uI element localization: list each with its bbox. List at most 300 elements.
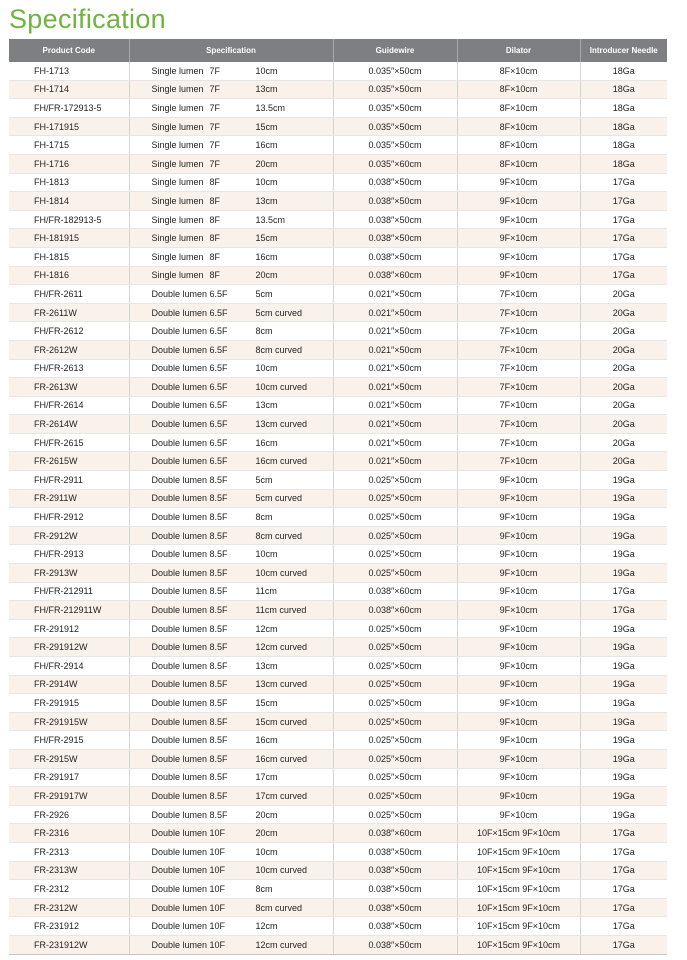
guidewire-cell: 0.035″×50cm <box>333 117 457 136</box>
guidewire-cell: 0.025″×50cm <box>333 675 457 694</box>
lumen-type: Single lumen <box>151 233 204 244</box>
table-row <box>9 675 667 694</box>
specification-cell <box>129 805 333 824</box>
lumen-type: Single lumen <box>151 84 204 95</box>
introducer-needle-cell: 17Ga <box>580 210 667 229</box>
catheter-length: 12cm <box>255 623 278 634</box>
guidewire-cell: 0.025″×50cm <box>333 471 457 490</box>
guidewire-cell: 0.038″×50cm <box>333 173 457 192</box>
french-size: 8.5F <box>209 772 228 783</box>
specification-cell <box>129 564 333 583</box>
table-row <box>9 285 667 304</box>
catheter-length: 13.5cm <box>255 214 286 225</box>
table-row <box>9 749 667 768</box>
catheter-length: 8cm curved <box>255 530 303 541</box>
lumen-type: Double lumen <box>151 697 208 708</box>
dilator-cell: 9F×10cm <box>457 526 580 545</box>
lumen-type: Double lumen <box>151 642 208 653</box>
french-size: 10F <box>209 828 226 839</box>
product-code-cell: FH-1813 <box>9 173 129 192</box>
lumen-type: Double lumen <box>151 363 208 374</box>
guidewire-cell: 0.021″×50cm <box>333 415 457 434</box>
specification-cell <box>129 266 333 285</box>
guidewire-cell: 0.025″×50cm <box>333 731 457 750</box>
table-row <box>9 638 667 657</box>
catheter-length: 17cm curved <box>255 790 308 801</box>
french-size: 6.5F <box>209 381 228 392</box>
guidewire-cell: 0.021″×50cm <box>333 396 457 415</box>
table-row <box>9 433 667 452</box>
catheter-length: 8cm curved <box>255 344 303 355</box>
specification-cell <box>129 694 333 713</box>
dilator-cell: 8F×10cm <box>457 154 580 173</box>
introducer-needle-cell: 19Ga <box>580 768 667 787</box>
french-size: 8.5F <box>209 735 228 746</box>
specification-cell <box>129 210 333 229</box>
guidewire-cell: 0.035″×60cm <box>333 154 457 173</box>
specification-cell <box>129 471 333 490</box>
table-body <box>9 62 667 954</box>
french-size: 8.5F <box>209 697 228 708</box>
table-row <box>9 471 667 490</box>
catheter-length: 13cm curved <box>255 679 308 690</box>
introducer-needle-cell: 19Ga <box>580 489 667 508</box>
catheter-length: 16cm <box>255 140 278 151</box>
introducer-needle-cell: 18Ga <box>580 154 667 173</box>
lumen-type: Double lumen <box>151 400 208 411</box>
product-code-cell: FH/FR-212911 <box>9 582 129 601</box>
guidewire-cell: 0.038″×50cm <box>333 935 457 954</box>
lumen-type: Double lumen <box>151 549 208 560</box>
product-code-cell: FR-2313W <box>9 861 129 880</box>
introducer-needle-cell: 20Ga <box>580 303 667 322</box>
french-size: 7F <box>209 121 221 132</box>
table-header-row <box>9 39 667 62</box>
guidewire-cell: 0.025″×50cm <box>333 489 457 508</box>
lumen-type: Double lumen <box>151 865 208 876</box>
specification-cell <box>129 731 333 750</box>
product-code-cell: FR-291917 <box>9 768 129 787</box>
guidewire-cell: 0.038″×60cm <box>333 582 457 601</box>
dilator-cell: 10F×15cm 9F×10cm <box>457 880 580 899</box>
dilator-cell: 9F×10cm <box>457 805 580 824</box>
french-size: 8.5F <box>209 530 228 541</box>
guidewire-cell: 0.035″×50cm <box>333 80 457 99</box>
dilator-cell: 9F×10cm <box>457 694 580 713</box>
french-size: 8F <box>209 233 221 244</box>
product-code-cell: FR-2913W <box>9 564 129 583</box>
lumen-type: Single lumen <box>151 121 204 132</box>
dilator-cell: 9F×10cm <box>457 749 580 768</box>
specification-cell <box>129 787 333 806</box>
lumen-type: Double lumen <box>151 344 208 355</box>
table-row <box>9 898 667 917</box>
dilator-cell: 10F×15cm 9F×10cm <box>457 824 580 843</box>
product-code-cell: FR-291912W <box>9 638 129 657</box>
specification-cell <box>129 619 333 638</box>
lumen-type: Single lumen <box>151 270 204 281</box>
lumen-type: Single lumen <box>151 214 204 225</box>
catheter-length: 13cm <box>255 84 278 95</box>
catheter-length: 16cm <box>255 437 278 448</box>
guidewire-cell: 0.025″×50cm <box>333 545 457 564</box>
table-row <box>9 768 667 787</box>
table-row <box>9 415 667 434</box>
introducer-needle-cell: 18Ga <box>580 99 667 118</box>
french-size: 6.5F <box>209 344 228 355</box>
product-code-cell: FH/FR-212911W <box>9 601 129 620</box>
guidewire-cell: 0.038″×50cm <box>333 192 457 211</box>
dilator-cell: 10F×15cm 9F×10cm <box>457 935 580 954</box>
french-size: 8.5F <box>209 679 228 690</box>
specification-cell <box>129 898 333 917</box>
table-row <box>9 396 667 415</box>
guidewire-cell: 0.038″×50cm <box>333 247 457 266</box>
product-code-cell: FR-291915 <box>9 694 129 713</box>
specification-cell <box>129 359 333 378</box>
guidewire-cell: 0.035″×50cm <box>333 62 457 80</box>
specification-cell <box>129 99 333 118</box>
introducer-needle-cell: 18Ga <box>580 80 667 99</box>
dilator-cell: 7F×10cm <box>457 415 580 434</box>
product-code-cell: FR-2312W <box>9 898 129 917</box>
introducer-needle-cell: 20Ga <box>580 378 667 397</box>
specification-cell <box>129 117 333 136</box>
table-row <box>9 229 667 248</box>
lumen-type: Double lumen <box>151 772 208 783</box>
lumen-type: Double lumen <box>151 735 208 746</box>
introducer-needle-cell: 17Ga <box>580 880 667 899</box>
guidewire-cell: 0.025″×50cm <box>333 749 457 768</box>
product-code-cell: FR-2611W <box>9 303 129 322</box>
specification-cell <box>129 396 333 415</box>
dilator-cell: 9F×10cm <box>457 675 580 694</box>
catheter-length: 5cm curved <box>255 493 303 504</box>
catheter-length: 10cm <box>255 363 278 374</box>
table-row <box>9 564 667 583</box>
product-code-cell: FR-231912W <box>9 935 129 954</box>
table-row <box>9 545 667 564</box>
specification-cell <box>129 247 333 266</box>
lumen-type: Double lumen <box>151 419 208 430</box>
specification-cell <box>129 340 333 359</box>
table-row <box>9 861 667 880</box>
specification-cell <box>129 154 333 173</box>
catheter-length: 13cm <box>255 660 278 671</box>
dilator-cell: 9F×10cm <box>457 210 580 229</box>
french-size: 8.5F <box>209 753 228 764</box>
french-size: 8.5F <box>209 642 228 653</box>
table-row <box>9 62 667 80</box>
introducer-needle-cell: 17Ga <box>580 229 667 248</box>
specification-cell <box>129 712 333 731</box>
lumen-type: Double lumen <box>151 921 208 932</box>
guidewire-cell: 0.035″×50cm <box>333 136 457 155</box>
introducer-needle-cell: 17Ga <box>580 861 667 880</box>
dilator-cell: 8F×10cm <box>457 80 580 99</box>
guidewire-cell: 0.025″×50cm <box>333 619 457 638</box>
french-size: 8.5F <box>209 716 228 727</box>
dilator-cell: 9F×10cm <box>457 192 580 211</box>
french-size: 6.5F <box>209 400 228 411</box>
dilator-cell: 9F×10cm <box>457 247 580 266</box>
product-code-cell: FR-2614W <box>9 415 129 434</box>
guidewire-cell: 0.025″×50cm <box>333 564 457 583</box>
specification-cell <box>129 452 333 471</box>
specification-cell <box>129 62 333 80</box>
catheter-length: 13cm <box>255 195 278 206</box>
guidewire-cell: 0.021″×50cm <box>333 433 457 452</box>
dilator-cell: 7F×10cm <box>457 396 580 415</box>
catheter-length: 5cm <box>255 474 273 485</box>
lumen-type: Double lumen <box>151 939 208 950</box>
lumen-type: Double lumen <box>151 679 208 690</box>
table-row <box>9 824 667 843</box>
lumen-type: Single lumen <box>151 102 204 113</box>
guidewire-cell: 0.038″×50cm <box>333 861 457 880</box>
lumen-type: Double lumen <box>151 809 208 820</box>
catheter-length: 10cm curved <box>255 567 308 578</box>
product-code-cell: FH-171915 <box>9 117 129 136</box>
catheter-length: 5cm <box>255 288 273 299</box>
product-code-cell: FR-2613W <box>9 378 129 397</box>
guidewire-cell: 0.025″×50cm <box>333 694 457 713</box>
product-code-cell: FR-291915W <box>9 712 129 731</box>
specification-cell <box>129 768 333 787</box>
french-size: 8F <box>209 270 221 281</box>
lumen-type: Double lumen <box>151 326 208 337</box>
introducer-needle-cell: 19Ga <box>580 731 667 750</box>
specification-cell <box>129 415 333 434</box>
introducer-needle-cell: 20Ga <box>580 285 667 304</box>
introducer-needle-cell: 17Ga <box>580 173 667 192</box>
table-row <box>9 601 667 620</box>
introducer-needle-cell: 17Ga <box>580 247 667 266</box>
specification-cell <box>129 433 333 452</box>
introducer-needle-cell: 19Ga <box>580 638 667 657</box>
specification-cell <box>129 638 333 657</box>
lumen-type: Single lumen <box>151 158 204 169</box>
specification-cell <box>129 861 333 880</box>
lumen-type: Single lumen <box>151 195 204 206</box>
guidewire-cell: 0.021″×50cm <box>333 378 457 397</box>
lumen-type: Double lumen <box>151 790 208 801</box>
dilator-cell: 10F×15cm 9F×10cm <box>457 861 580 880</box>
introducer-needle-cell: 18Ga <box>580 136 667 155</box>
specification-cell <box>129 675 333 694</box>
introducer-needle-cell: 19Ga <box>580 675 667 694</box>
dilator-cell: 9F×10cm <box>457 768 580 787</box>
catheter-length: 16cm curved <box>255 456 308 467</box>
table-row <box>9 508 667 527</box>
french-size: 10F <box>209 846 226 857</box>
dilator-cell: 7F×10cm <box>457 433 580 452</box>
dilator-cell: 9F×10cm <box>457 657 580 676</box>
dilator-cell: 10F×15cm 9F×10cm <box>457 917 580 936</box>
catheter-length: 20cm <box>255 158 278 169</box>
catheter-length: 15cm <box>255 697 278 708</box>
lumen-type: Double lumen <box>151 474 208 485</box>
guidewire-cell: 0.038″×50cm <box>333 898 457 917</box>
catheter-length: 8cm <box>255 883 273 894</box>
french-size: 7F <box>209 84 221 95</box>
guidewire-cell: 0.025″×50cm <box>333 712 457 731</box>
french-size: 8.5F <box>209 512 228 523</box>
dilator-cell: 10F×15cm 9F×10cm <box>457 898 580 917</box>
introducer-needle-cell: 19Ga <box>580 805 667 824</box>
catheter-length: 20cm <box>255 809 278 820</box>
introducer-needle-cell: 20Ga <box>580 433 667 452</box>
product-code-cell: FH/FR-172913-5 <box>9 99 129 118</box>
lumen-type: Double lumen <box>151 307 208 318</box>
catheter-length: 20cm <box>255 270 278 281</box>
lumen-type: Double lumen <box>151 437 208 448</box>
table-row <box>9 694 667 713</box>
guidewire-cell: 0.025″×50cm <box>333 638 457 657</box>
dilator-cell: 9F×10cm <box>457 638 580 657</box>
introducer-needle-cell: 19Ga <box>580 657 667 676</box>
specification-cell <box>129 285 333 304</box>
guidewire-cell: 0.025″×50cm <box>333 526 457 545</box>
product-code-cell: FH/FR-2914 <box>9 657 129 676</box>
specification-cell <box>129 173 333 192</box>
french-size: 7F <box>209 158 221 169</box>
catheter-length: 12cm <box>255 921 278 932</box>
product-code-cell: FH-1714 <box>9 80 129 99</box>
table-row <box>9 154 667 173</box>
catheter-length: 20cm <box>255 828 278 839</box>
table-row <box>9 340 667 359</box>
table-row <box>9 917 667 936</box>
catheter-length: 15cm <box>255 233 278 244</box>
specification-cell <box>129 303 333 322</box>
lumen-type: Double lumen <box>151 530 208 541</box>
introducer-needle-cell: 18Ga <box>580 62 667 80</box>
specification-cell <box>129 880 333 899</box>
lumen-type: Double lumen <box>151 828 208 839</box>
lumen-type: Double lumen <box>151 456 208 467</box>
introducer-needle-cell: 19Ga <box>580 712 667 731</box>
introducer-needle-cell: 17Ga <box>580 917 667 936</box>
introducer-needle-cell: 17Ga <box>580 842 667 861</box>
guidewire-cell: 0.038″×50cm <box>333 210 457 229</box>
product-code-cell: FH-181915 <box>9 229 129 248</box>
guidewire-cell: 0.021″×50cm <box>333 322 457 341</box>
catheter-length: 10cm curved <box>255 865 308 876</box>
introducer-needle-cell: 17Ga <box>580 898 667 917</box>
introducer-needle-cell: 17Ga <box>580 935 667 954</box>
catheter-length: 11cm curved <box>255 605 307 616</box>
product-code-cell: FH-1715 <box>9 136 129 155</box>
header-specification: Specification <box>129 39 333 62</box>
table-row <box>9 80 667 99</box>
table-row <box>9 99 667 118</box>
dilator-cell: 8F×10cm <box>457 99 580 118</box>
introducer-needle-cell: 17Ga <box>580 192 667 211</box>
french-size: 8.5F <box>209 493 228 504</box>
dilator-cell: 9F×10cm <box>457 564 580 583</box>
dilator-cell: 7F×10cm <box>457 359 580 378</box>
dilator-cell: 8F×10cm <box>457 62 580 80</box>
guidewire-cell: 0.025″×50cm <box>333 787 457 806</box>
french-size: 6.5F <box>209 363 228 374</box>
table-row <box>9 136 667 155</box>
french-size: 8.5F <box>209 567 228 578</box>
french-size: 8F <box>209 251 221 262</box>
guidewire-cell: 0.025″×50cm <box>333 508 457 527</box>
catheter-length: 8cm <box>255 512 273 523</box>
french-size: 10F <box>209 865 226 876</box>
dilator-cell: 9F×10cm <box>457 508 580 527</box>
introducer-needle-cell: 17Ga <box>580 266 667 285</box>
lumen-type: Double lumen <box>151 288 208 299</box>
catheter-length: 10cm <box>255 65 278 76</box>
catheter-length: 17cm <box>255 772 278 783</box>
introducer-needle-cell: 19Ga <box>580 545 667 564</box>
product-code-cell: FR-2926 <box>9 805 129 824</box>
lumen-type: Double lumen <box>151 567 208 578</box>
specification-cell <box>129 657 333 676</box>
lumen-type: Double lumen <box>151 605 208 616</box>
guidewire-cell: 0.021″×50cm <box>333 303 457 322</box>
product-code-cell: FH/FR-2615 <box>9 433 129 452</box>
introducer-needle-cell: 19Ga <box>580 471 667 490</box>
introducer-needle-cell: 19Ga <box>580 749 667 768</box>
catheter-length: 15cm curved <box>255 716 308 727</box>
table-row <box>9 452 667 471</box>
french-size: 8.5F <box>209 623 228 634</box>
specification-cell <box>129 601 333 620</box>
dilator-cell: 10F×15cm 9F×10cm <box>457 842 580 861</box>
specification-cell <box>129 508 333 527</box>
introducer-needle-cell: 19Ga <box>580 526 667 545</box>
dilator-cell: 9F×10cm <box>457 787 580 806</box>
dilator-cell: 7F×10cm <box>457 378 580 397</box>
french-size: 6.5F <box>209 288 228 299</box>
dilator-cell: 8F×10cm <box>457 136 580 155</box>
specification-cell <box>129 378 333 397</box>
catheter-length: 15cm <box>255 121 278 132</box>
table-row <box>9 712 667 731</box>
lumen-type: Double lumen <box>151 512 208 523</box>
specification-cell <box>129 322 333 341</box>
catheter-length: 12cm curved <box>255 939 308 950</box>
product-code-cell: FR-2912W <box>9 526 129 545</box>
lumen-type: Double lumen <box>151 846 208 857</box>
introducer-needle-cell: 19Ga <box>580 787 667 806</box>
product-code-cell: FH/FR-2913 <box>9 545 129 564</box>
table-row <box>9 359 667 378</box>
table-row <box>9 173 667 192</box>
table-row <box>9 805 667 824</box>
product-code-cell: FH/FR-2613 <box>9 359 129 378</box>
catheter-length: 5cm curved <box>255 307 303 318</box>
product-code-cell: FH/FR-2611 <box>9 285 129 304</box>
table-row <box>9 489 667 508</box>
product-code-cell: FR-2312 <box>9 880 129 899</box>
introducer-needle-cell: 19Ga <box>580 619 667 638</box>
dilator-cell: 9F×10cm <box>457 489 580 508</box>
catheter-length: 13.5cm <box>255 102 286 113</box>
catheter-length: 12cm curved <box>255 642 308 653</box>
specification-cell <box>129 749 333 768</box>
introducer-needle-cell: 17Ga <box>580 824 667 843</box>
introducer-needle-cell: 19Ga <box>580 508 667 527</box>
catheter-length: 13cm <box>255 400 278 411</box>
table-row <box>9 935 667 954</box>
introducer-needle-cell: 17Ga <box>580 582 667 601</box>
product-code-cell: FR-2316 <box>9 824 129 843</box>
